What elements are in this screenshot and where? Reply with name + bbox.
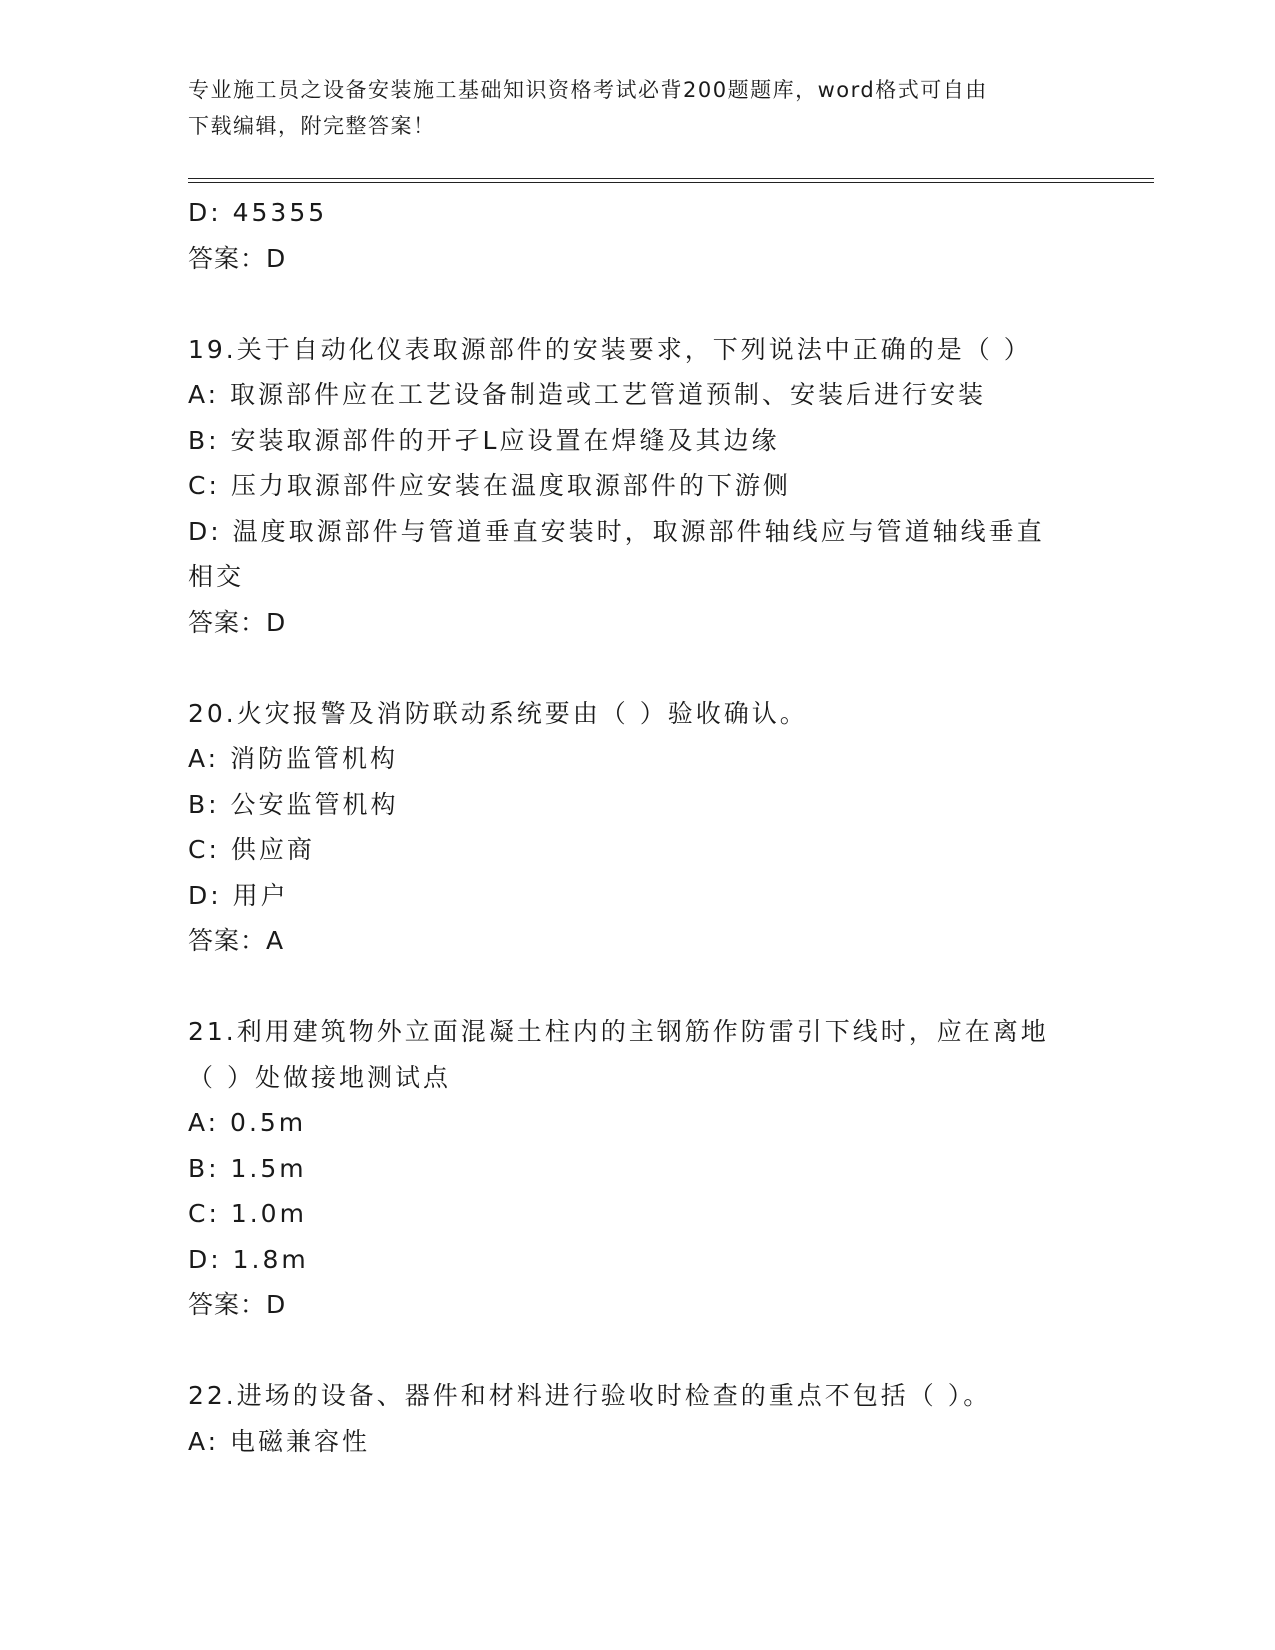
option-d: D: 温度取源部件与管道垂直安装时，取源部件轴线应与管道轴线垂直: [188, 516, 1045, 546]
header-line-2: 下载编辑，附完整答案！: [188, 114, 436, 138]
answer-line: 答案：D: [188, 243, 287, 273]
question-block-18: [188, 190, 1088, 281]
question-block-22: [188, 1373, 1088, 1464]
option-c: C: 1.0m: [188, 1199, 307, 1228]
question-text: 21.利用建筑物外立面混凝土柱内的主钢筋作防雷引下线时，应在离地: [188, 1017, 1049, 1046]
option-b: B: 1.5m: [188, 1153, 307, 1183]
answer-line: 答案：D: [188, 1290, 287, 1319]
spacer: [188, 281, 1088, 327]
question-text-continued: （ ）处做接地测试点: [188, 1062, 451, 1092]
header-double-rule: [188, 178, 1154, 183]
question-block-19: [188, 327, 1088, 646]
answer-line: 答案：D: [188, 607, 287, 637]
question-text: 22.进场的设备、器件和材料进行验收时检查的重点不包括（ ）。: [188, 1381, 992, 1410]
spacer: [188, 964, 1088, 1010]
option-c: C: 压力取源部件应安装在温度取源部件的下游侧: [188, 471, 791, 500]
question-text: 20.火灾报警及消防联动系统要由（ ）验收确认。: [188, 698, 808, 728]
spacer: [188, 645, 1088, 691]
option-d: D: 1.8m: [188, 1244, 309, 1274]
header-line-1: 专业施工员之设备安装施工基础知识资格考试必背200题题库，word格式可自由: [188, 78, 988, 102]
option-a: A: 0.5m: [188, 1108, 307, 1137]
spacer: [188, 1328, 1088, 1374]
question-text: 19.关于自动化仪表取源部件的安装要求，下列说法中正确的是（ ）: [188, 334, 1032, 364]
option-a: A: 取源部件应在工艺设备制造或工艺管道预制、安装后进行安装: [188, 380, 987, 409]
question-block-21: [188, 1009, 1088, 1328]
option-d: D: 用户: [188, 880, 289, 910]
option-b: B: 安装取源部件的开孑L应设置在焊缝及其边缘: [188, 425, 780, 455]
option-b: B: 公安监管机构: [188, 789, 399, 819]
option-d: D: 45355: [188, 198, 328, 227]
document-body: [188, 190, 1088, 1464]
page-header: [188, 72, 1068, 144]
option-a: A: 消防监管机构: [188, 744, 399, 773]
option-a: A: 电磁兼容性: [188, 1426, 371, 1456]
answer-line: 答案：A: [188, 926, 285, 955]
option-d-continued: 相交: [188, 562, 245, 591]
question-block-20: [188, 691, 1088, 964]
option-c: C: 供应商: [188, 835, 315, 864]
